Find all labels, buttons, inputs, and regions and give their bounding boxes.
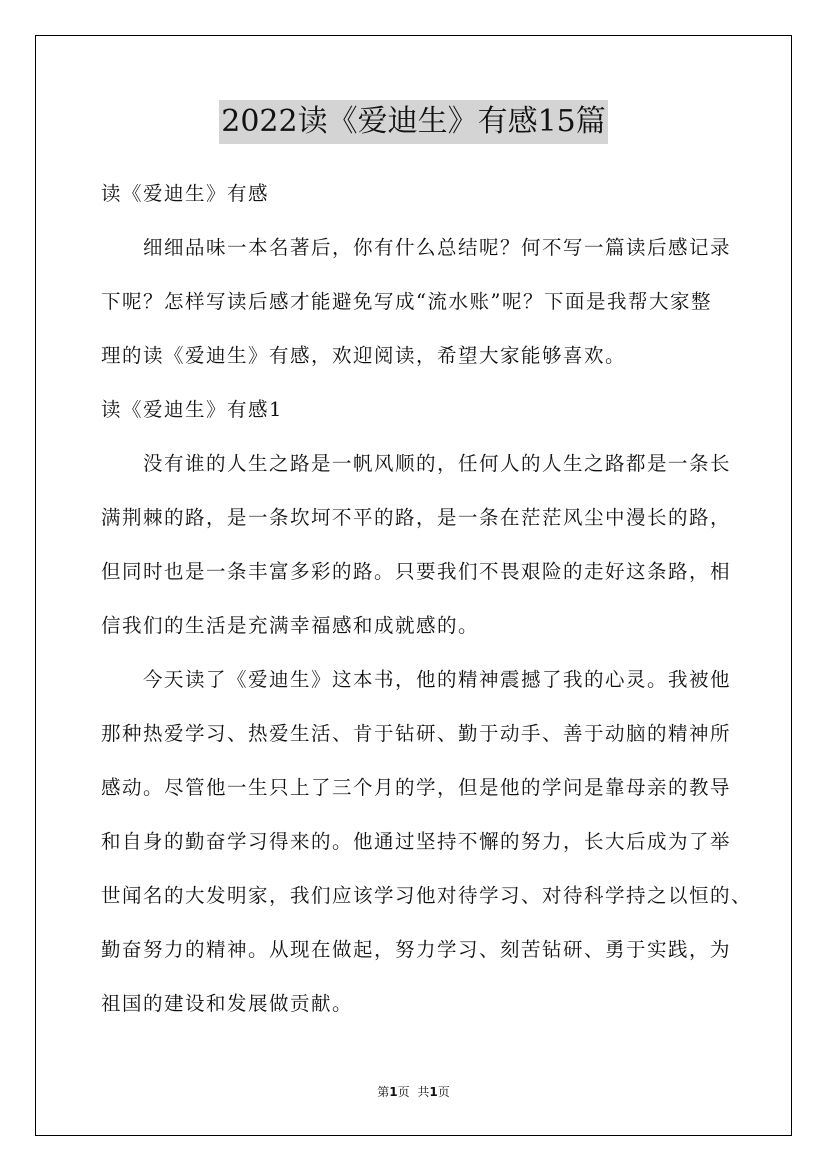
paragraph-line: 信我们的生活是充满幸福感和成就感的。 (101, 614, 480, 637)
page-footer (0, 1083, 827, 1101)
document-title: 2022读《爱迪生》有感15篇 (219, 100, 608, 144)
page-current: 1 (389, 1085, 398, 1099)
paragraph-line: 感动。尽管他一生只上了三个月的学，但是他的学问是靠母亲的教导 (101, 776, 732, 799)
paragraph-line: 祖国的建设和发展做贡献。 (101, 992, 354, 1015)
page-prefix: 第 (377, 1085, 390, 1099)
paragraph-line: 满荆棘的路，是一条坎坷不平的路，是一条在茫茫风尘中漫长的路， (101, 506, 732, 529)
title-wrap (0, 100, 827, 144)
paragraph-line: 理的读《爱迪生》有感，欢迎阅读，希望大家能够喜欢。 (101, 344, 627, 367)
paragraph-line: 没有谁的人生之路是一帆风顺的，任何人的人生之路都是一条长 (143, 452, 732, 475)
total-prefix: 共 (417, 1085, 430, 1099)
paragraph-line: 细细品味一本名著后，你有什么总结呢？何不写一篇读后感记录 (143, 236, 732, 259)
paragraph-line: 下呢？怎样写读后感才能避免写成“流水账”呢？下面是我帮大家整 (101, 290, 712, 313)
page-suffix: 页 (397, 1085, 410, 1099)
section-heading: 读《爱迪生》有感1 (101, 398, 283, 421)
paragraph-line: 勤奋努力的精神。从现在做起，努力学习、刻苦钻研、勇于实践，为 (101, 938, 732, 961)
paragraph-line: 世闻名的大发明家，我们应该学习他对待学习、对待科学持之以恒的、 (101, 884, 753, 907)
paragraph-line: 今天读了《爱迪生》这本书，他的精神震撼了我的心灵。我被他 (143, 668, 732, 691)
section-heading: 读《爱迪生》有感 (101, 182, 270, 205)
paragraph-line: 那种热爱学习、热爱生活、肯于钻研、勤于动手、善于动脑的精神所 (101, 722, 732, 745)
page-total: 1 (429, 1085, 438, 1099)
paragraph-line: 和自身的勤奋学习得来的。他通过坚持不懈的努力，长大后成为了举 (101, 830, 732, 853)
paragraph-line: 但同时也是一条丰富多彩的路。只要我们不畏艰险的走好这条路，相 (101, 560, 732, 583)
total-suffix: 页 (437, 1085, 450, 1099)
